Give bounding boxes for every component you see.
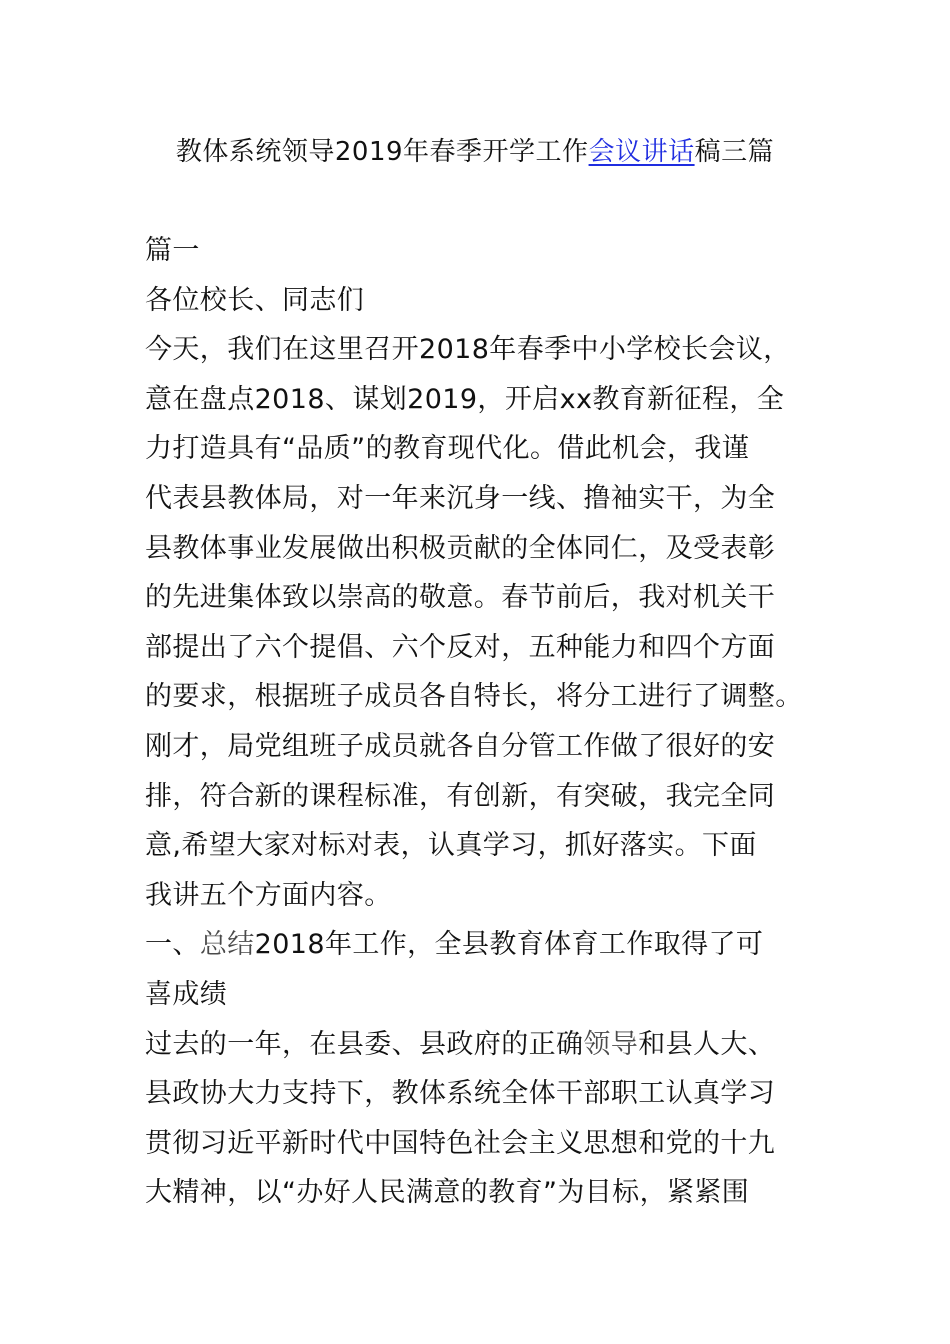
paragraph-line: 的要求，根据班子成员各自特长，将分工进行了调整。	[145, 681, 803, 713]
paragraph-line: 代表县教体局，对一年来沉身一线、撸袖实干，为全	[145, 482, 776, 514]
title-text-start: 教体系统领导2019年春季开学工作	[175, 137, 589, 167]
section-one-keyword: 总结	[199, 929, 255, 961]
document-body	[145, 226, 825, 1218]
title-link[interactable]: 会议讲话	[588, 137, 695, 167]
paragraph-line: 今天，我们在这里召开2018年春季中小学校长会议，	[145, 334, 791, 366]
paragraph-two-text-start: 过去的一年，在县委、县政府的正确	[145, 1028, 584, 1060]
paragraph-line: 县政协大力支持下，教体系统全体干部职工认真学习	[145, 1078, 776, 1110]
paragraph-two-keyword: 领导	[583, 1028, 639, 1060]
paragraph-line: 部提出了六个提倡、六个反对，五种能力和四个方面	[145, 631, 776, 663]
section-one-heading	[145, 920, 825, 970]
paragraph-two-text-end: 和县人大、	[638, 1028, 776, 1060]
title-text-end: 稿三篇	[694, 137, 775, 167]
section-one-heading-rest: 2018年工作，全县教育体育工作取得了可	[254, 929, 764, 961]
section-one-prefix: 一、	[145, 929, 200, 961]
paragraph-line: 意,希望大家对标对表，认真学习，抓好落实。下面	[145, 830, 757, 862]
salutation: 各位校长、同志们	[145, 284, 365, 316]
paragraph-line: 县教体事业发展做出积极贡献的全体同仁，及受表彰	[145, 532, 776, 564]
paragraph-line: 贯彻习近平新时代中国特色社会主义思想和党的十九	[145, 1127, 776, 1159]
paragraph-line: 排，符合新的课程标准，有创新，有突破，我完全同	[145, 780, 776, 812]
document-title	[0, 132, 950, 172]
section-one-heading-continuation: 喜成绩	[145, 978, 228, 1010]
paragraph-line: 的先进集体致以崇高的敬意。春节前后，我对机关干	[145, 582, 776, 614]
section-heading-part-one: 篇一	[145, 235, 200, 266]
paragraph-line: 刚才，局党组班子成员就各自分管工作做了很好的安	[145, 730, 776, 762]
paragraph-line: 力打造具有“品质”的教育现代化。借此机会，我谨	[145, 433, 750, 465]
paragraph-line	[145, 1020, 825, 1070]
paragraph-line: 我讲五个方面内容。	[145, 879, 392, 911]
paragraph-line: 意在盘点2018、谋划2019，开启xx教育新征程，全	[145, 383, 785, 415]
paragraph-line: 大精神，以“办好人民满意的教育”为目标，紧紧围	[145, 1177, 750, 1209]
